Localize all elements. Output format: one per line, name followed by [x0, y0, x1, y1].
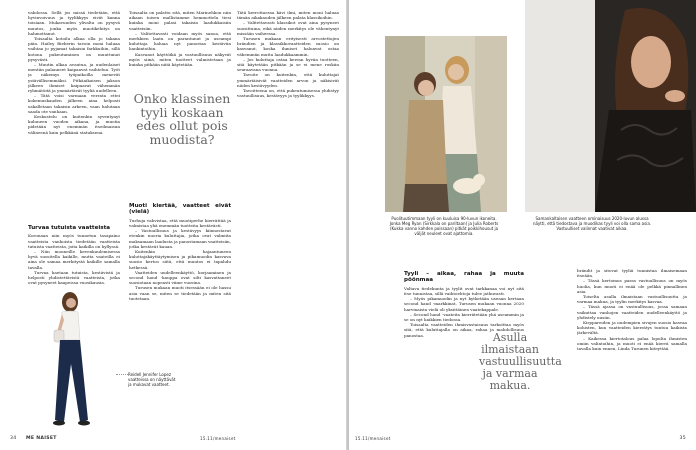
section-heading: Muoti kiertää, vaatteet eivät (vielä): [129, 203, 231, 216]
paragraph: – Jos kuluttaja ostaa kerran hyvän tuotteen, sitä käytetään pitkään ja se ei mene roskiin seuraavana vuonna.: [237, 56, 339, 73]
paragraph: vahdossa. Sellä jos missä tiedetään, että hyvinvoivuus ja tyylikkyys eivät kanna toisiaan. Mukavuuden ylivalta on pysyvä muutos, jonka myös muotikehitys on hahmottanut.: [28, 10, 120, 36]
section-heading: Tyyli – aikaa, rahaa ja muuta pöönmaa: [404, 271, 524, 284]
paragraph: Toisaalta on palattu sitä, miten Marinehkon niin aikaan toisen mallistamme hemmottelu tiesi kuinka moni palasi takaisin laadukkaisiin vaatteisiin.: [129, 10, 231, 31]
pull-quote-2: Asulla ilmaistaan vastuullisuutta ja varmaa makua.: [479, 331, 562, 392]
left-column-1: [28, 10, 120, 225]
paragraph: – Myös pikamuodin ja nyt kytketään useaan kertaan second hand -markkinat, Turusen mukaan vuonna 2020 harvinaista vielä oli yksittäinen vaatekappale.: [404, 296, 524, 312]
paragraph: Tavoite on kuitenkin, että kuluttajat ymmärtäisivät vaatteiden arvon ja näkisivät niiden kestävyyden.: [237, 72, 339, 88]
paragraph: Kirppareiden ja uudempien sivujen suosio kasvaa kohisten, kun vaatteiden kierrätys tuntuu kaikista järkevältä.: [577, 320, 687, 336]
walking-woman-photo: [42, 292, 122, 437]
right-page: [349, 0, 696, 450]
paragraph: Keskustelu on kuitenkin syventynyt kuluneen vuoden aikana, ja muotia pidetään nyt enemmän itseilmaisun välineenä kuin pelkkänä statuksena.: [28, 114, 120, 135]
magazine-name: ME NAISET: [26, 436, 57, 441]
paragraph: Tätä kerrottaessa kävi ilmi, miten moni haluaa tämän aikakauden jälkeen palata klassikoihin.: [237, 10, 339, 21]
portrait-photo: [525, 0, 696, 212]
right-column-2: [577, 268, 687, 428]
paragraph: – Kaikessa kiertotalous palaa lopulta ihmisten omiin valintoihin, ja muoti ei enää kierrä samalla tavalla kuin ennen, Linda Turunen kiteyttää.: [577, 335, 687, 352]
paragraph: Vaatteiden uudelleenkäyttö, korjaaminen ja second hand -kauppa ovat silti kasvattaneet suosiotaan nopeasti viime vuosina.: [129, 269, 231, 286]
paragraph: – Muutin alkaa avautua, ja uudenlaiset mentiin palanneet kaipaavat vaihtelua. Työt ja näkemys työpaikoilla menevät ystävällisemmäksi. Pitkäaikaisen jakson jälkeen ihmiset kaipaavat vähemmän ryhmätöitä ja ymmärtävät tyyliä uudelleen.: [28, 62, 120, 94]
paragraph: Kasvanut käyttöikä ja vastuullisuus näkyvät myös siinä, miten tuotteet valmistetaan ja kuinka pitkään niitä käytetään.: [129, 51, 231, 68]
photo2-caption: Samankaltaisen vaatteen ominaisuus 2020-luvun alussa näytti, että tiedostava ja muodikas tyyli voi olla sama asia. Vastuulliset valinnat vaativat aikaa.: [532, 216, 652, 231]
paragraph: – Second hand -vaateita kierrätetään yhä useammin ja se on nyt kaikkien tiedossa.: [404, 311, 524, 323]
paragraph: Koronaan niin myös tunnetun tasapaino vaatteista vanhoista tiedetään vaatteista tutuista vaatteista, joita kaikilla on hyllyssä.: [28, 233, 120, 249]
paragraph: Toisaalta vaatteiden ihmisvastaisuus tarkoittaa myös sitä, että kuluttajalla on aikaa, rahaa ja mahdollisuus panostaa.: [404, 322, 524, 338]
paragraph: Turhuja vahvistaa, että muotiperhe kierrättää ja valmistaa yhä enemmän tuotteita kestävästi.: [129, 217, 231, 229]
left-page: [0, 0, 347, 450]
paragraph: – Tässä kertomus paras vastuullisuus on myös huolia, kun muoti ei enää ole pelkkä pinnallinen asia.: [577, 278, 687, 294]
paragraph: Turusen mukaan erityisesti arvostettujen brändien ja klassikkovaatteiden suosio on kasvanut, koska ihmiset haluavat ostaa vähemmän mutta laadukkaammin.: [237, 36, 339, 57]
page-number-right: 35: [679, 436, 686, 441]
issue-label-right: 15.11/menaiset: [355, 436, 391, 441]
pull-quote: Onko klassinen tyyli koskaan edes ollut pois muodista?: [133, 91, 231, 147]
left-caption: Reidell Jennifer Lopez vaatteissa on näyttävät ja mukavat vaatteet.: [128, 372, 176, 387]
paragraph: Kuitenkin hajaantuneen kuluttajakäyttäytymisen ja pikamuodin kasvava suosio kertoo siitä, että muutos ei tapahdu hetkessä.: [129, 249, 231, 270]
left-column-1b: [28, 222, 120, 292]
paragraph: Valtava tiedekunta ja tyylit ovat tarkkanaa voi nyt sitä itse tunnistaa, sillä vaihtoehtoja tulee jatkuvasti.: [404, 285, 524, 297]
paragraph: Toiselta asulla ilmaistaan vastuullisuutta ja varmaa makua, ja tyylin merkitys kasvaa.: [577, 294, 687, 305]
section-heading: Turvaa tutuista vaatteista: [28, 225, 111, 231]
left-column-2b: [129, 200, 231, 430]
paragraph: – Tässä ajassa on vastuullisuus, jossa samaan vaikuttaa vanhojen vaatteiden uudelleenkäyttö ja yhdistely uusiin.: [577, 304, 687, 320]
photo1-caption: Puolituutimmaan tyyli on kuuluisa 90-luvun ikoneita. Jonka Meg Ryan (Sirkkala on pariltaan) ja Julia Roberts (Kukka vanno kahden poissaan) pitkät poikkihousut ja väljät neuleet ovat ajattomia.: [389, 216, 499, 236]
caption-leader-line: [116, 374, 128, 375]
paragraph: Tavoitteena on, että pukeutumisessa yhdistyy vastuullisuus, kestävyys ja tyylikkyys.: [237, 88, 339, 99]
paragraph: – Valitettavasti voidaan myös sanoa, että merkkien laatu on parantunut ja useampi kuluttaja haluaa nyt panostaa kestäviin hankintoihin.: [129, 30, 231, 52]
paragraph: Toisaalta kotoilu alkaa olla jo takana päin. Hailey Bieberin tavoin moni haluaa vaihtaa jo pyjamat takaisin farkkuihin, sillä kotona pukeutuminen on muuttunut pysyvästi.: [28, 36, 120, 62]
paragraph: – Valitettavasti klassikot ovat aina pysyneet suosittuina, eikä niiden merkitys ole vähentynyt missään vaiheessa.: [237, 20, 339, 36]
issue-label-left: 15.11/menaiset: [200, 436, 236, 441]
paragraph: – Niin mouneille kevenkuulemisessa hyvä suositella kaikille, mutta vaateilla ei aina ole samaa merkitystä kaikille samalla tavalla.: [28, 249, 120, 270]
paragraph: – Tätä voisi varmaan verrata ettei kokemuskauden jälkeen aina helposti uskalletaan takaisin arkeen, vaan halutaan saada ote vanhaan.: [28, 93, 120, 114]
paragraph: Turvaa haetaan tutuista, kestävistä ja helposti yhdistettävistä vaatteista, jotka ovat pysyneet kaapeissa vuosikausia.: [28, 269, 120, 286]
left-column-3: [237, 10, 339, 430]
paragraph: brändit ja sitovat tyyliä tunnistaa ilmaisemaan itseään.: [577, 268, 687, 279]
paragraph: – Vastuullisuus ja kestävyys kiinnostavat etenkin nuoria kuluttajia, jotka ovat valmiita maksamaan laadusta ja panostamaan vaatteisiin, jotka kestävät kauan.: [129, 228, 231, 249]
page-number-left: 34: [10, 436, 17, 441]
paragraph: Turusen mukaan muoti itsessään ei ole hassu asia vaan se, miten se tiedetään ja miten sitä tuotetaan.: [129, 285, 231, 301]
couple-photo: [385, 36, 507, 212]
